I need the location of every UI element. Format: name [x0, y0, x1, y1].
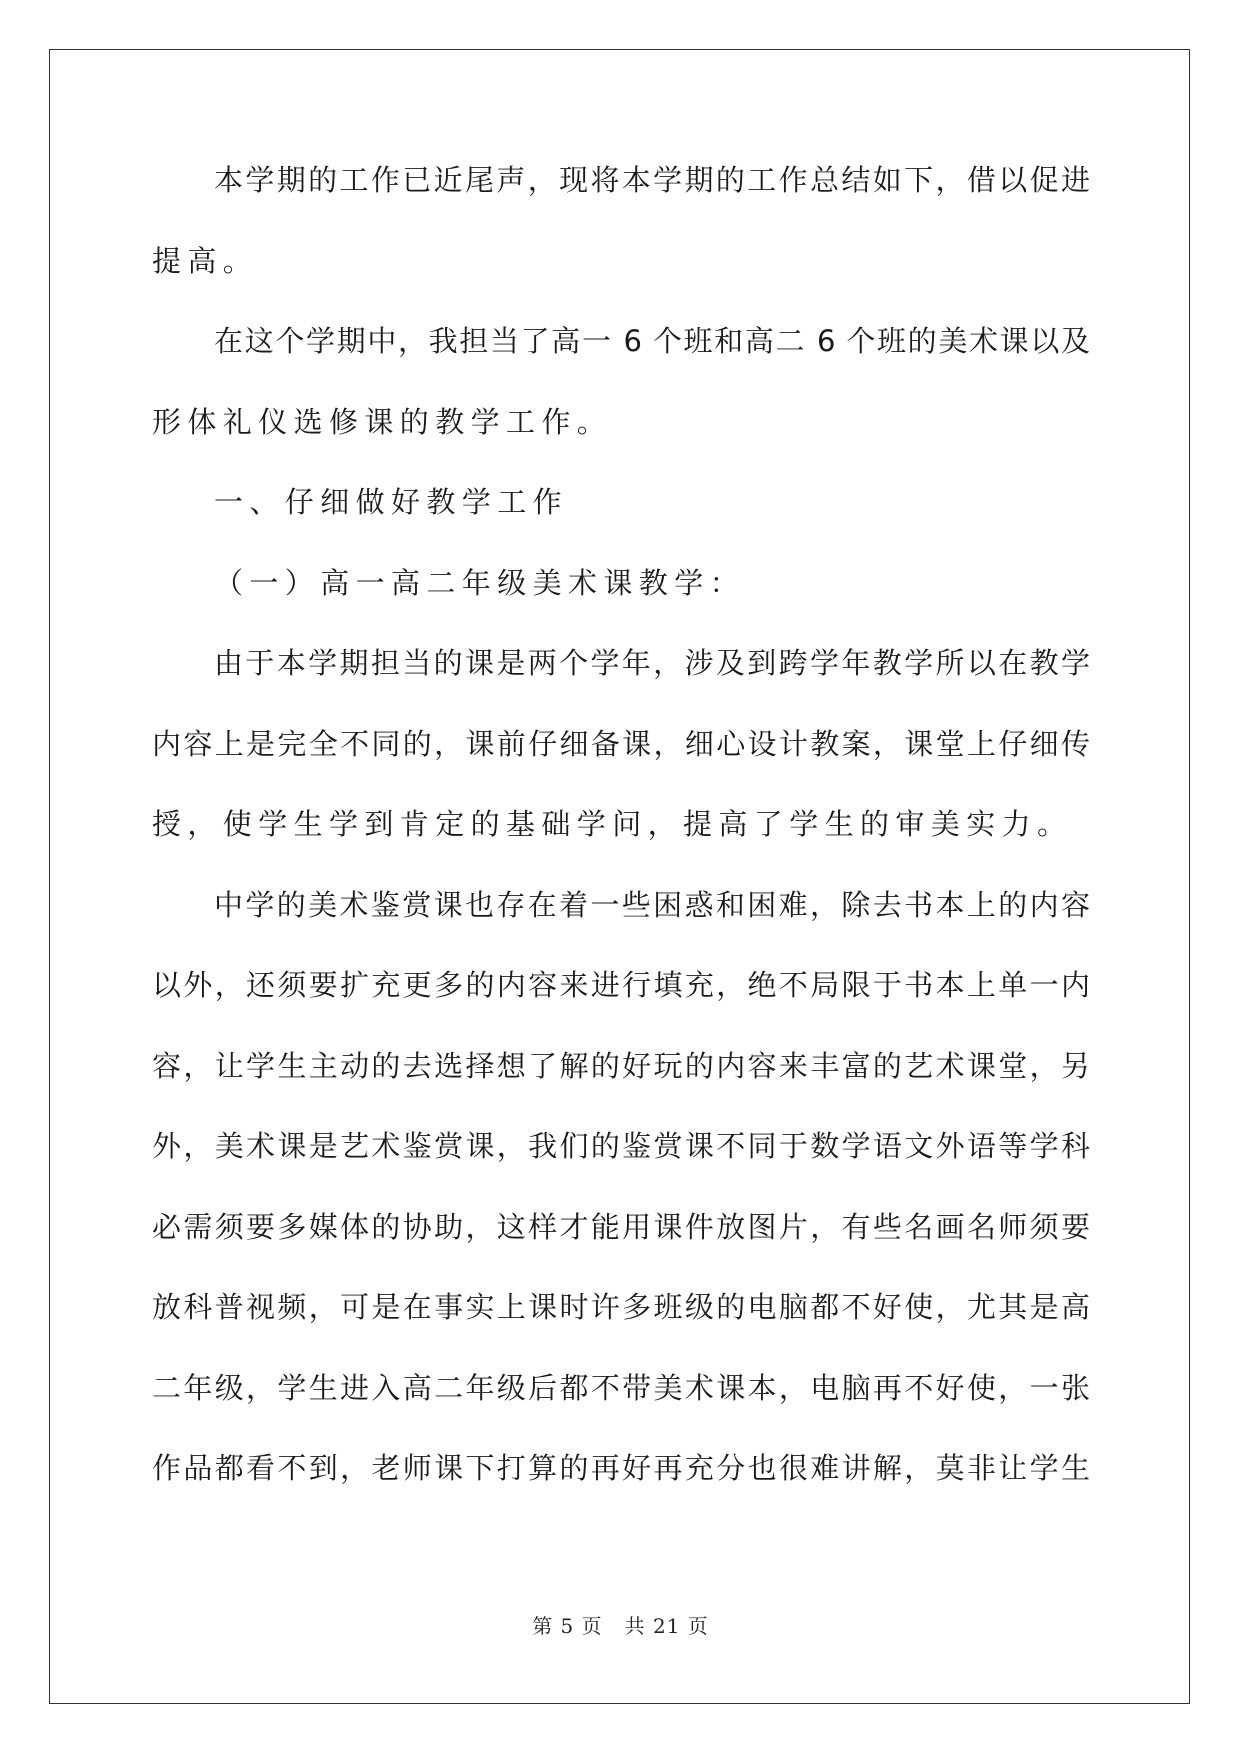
subsection-heading: （一）高一高二年级美术课教学：: [214, 565, 746, 600]
paragraph-4-line-7: 二年级，学生进入高二年级后都不带美术课本，电脑再不好使，一张: [152, 1370, 1090, 1405]
paragraph-3-line-1: 由于本学期担当的课是两个学年，涉及到跨学年教学所以在教学: [214, 646, 1090, 680]
paragraph-4-line-3: 容，让学生主动的去选择想了解的好玩的内容来丰富的艺术课堂，另: [152, 1048, 1090, 1083]
paragraph-4-line-2: 以外，还须要扩充更多的内容来进行填充，绝不局限于书本上单一内: [152, 968, 1090, 1002]
paragraph-4-line-5: 必需须要多媒体的协助，这样才能用课件放图片，有些名画名师须要: [152, 1209, 1090, 1244]
page-number: 第 5 页: [532, 1614, 603, 1638]
paragraph-4-line-6: 放科普视频，可是在事实上课时许多班级的电脑都不好使，尤其是高: [152, 1290, 1090, 1324]
paragraph-1-line-1: 本学期的工作已近尾声，现将本学期的工作总结如下，借以促进: [214, 163, 1090, 197]
paragraph-3-line-2: 内容上是完全不同的，课前仔细备课，细心设计教案，课堂上仔细传: [152, 726, 1090, 761]
paragraph-4-line-4: 外，美术课是艺术鉴赏课，我们的鉴赏课不同于数学语文外语等学科: [152, 1129, 1090, 1163]
paragraph-4-line-8: 作品都看不到，老师课下打算的再好再充分也很难讲解，莫非让学生: [152, 1451, 1090, 1485]
paragraph-2-line-1: 在这个学期中，我担当了高一 6 个班和高二 6 个班的美术课以及: [214, 324, 1090, 358]
paragraph-1-line-2: 提高。: [152, 243, 259, 278]
page-total: 共 21 页: [624, 1614, 709, 1638]
document-body: [152, 160, 1090, 1529]
section-heading: 一、仔细做好教学工作: [214, 485, 569, 519]
paragraph-2-line-2: 形体礼仪选修课的教学工作。: [152, 404, 613, 439]
paragraph-4-line-1: 中学的美术鉴赏课也存在着一些困惑和困难，除去书本上的内容: [214, 887, 1090, 922]
paragraph-3-line-3: 授，使学生学到肯定的基础学问，提高了学生的审美实力。: [152, 807, 1073, 841]
page-footer: [0, 1610, 1241, 1639]
